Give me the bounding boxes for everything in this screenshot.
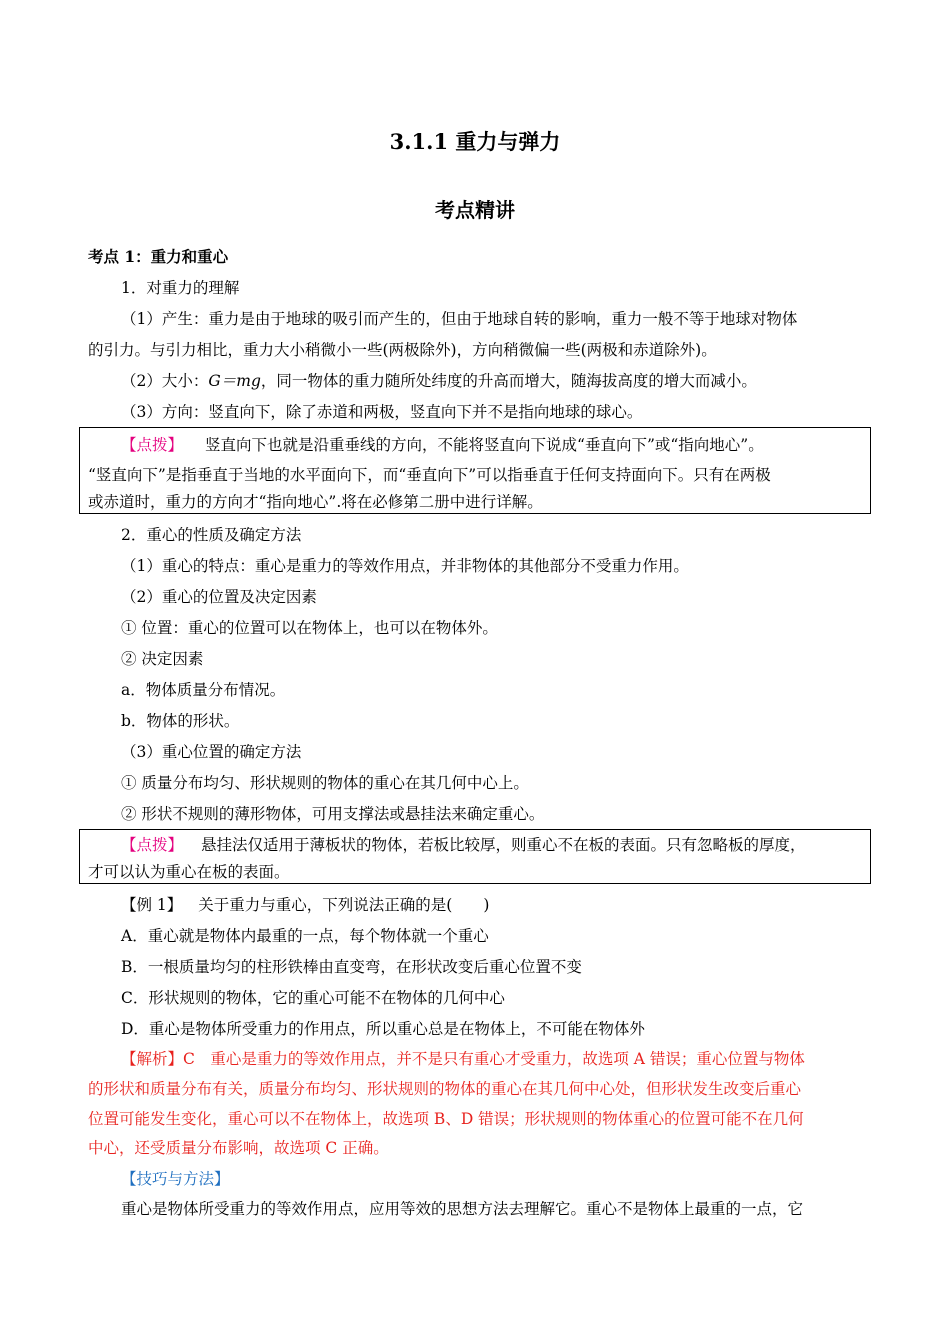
cg-method-title: （3）重心位置的确定方法 bbox=[121, 743, 302, 761]
tip-box-gravity-line2: “竖直向下”是指垂直于当地的水平面向下，而“垂直向下”可以指垂直于任何支持面向下。只有在两极 bbox=[88, 466, 771, 484]
option-a: A．重心就是物体内最重的一点，每个物体就一个重心 bbox=[121, 927, 489, 945]
item2-title: 2．重心的性质及确定方法 bbox=[121, 526, 302, 544]
tip-box-suspension-line2: 才可以认为重心在板的表面。 bbox=[88, 863, 290, 881]
analysis-line4: 中心，还受质量分布影响，故选项 C 正确。 bbox=[88, 1139, 389, 1157]
tip-box-suspension-line1 bbox=[121, 835, 806, 855]
cg-position-factors: （2）重心的位置及决定因素 bbox=[121, 588, 317, 606]
tip-box-gravity bbox=[79, 427, 871, 514]
option-d: D．重心是物体所受重力的作用点，所以重心总是在物体上，不可能在物体外 bbox=[121, 1020, 645, 1038]
magnitude-prefix: （2）大小： bbox=[121, 372, 209, 390]
option-b: B．一根质量均匀的柱形铁棒由直变弯，在形状改变后重心位置不变 bbox=[121, 958, 582, 976]
magnitude-rest: ，同一物体的重力随所处纬度的升高而增大，随海拔高度的增大而减小。 bbox=[260, 372, 757, 390]
tip-box-gravity-line3: 或赤道时，重力的方向才“指向地心”.将在必修第二册中进行详解。 bbox=[88, 493, 543, 511]
paragraph-origin-line2: 的引力。与引力相比，重力大小稍微小一些(两极除外)，方向稍微偏一些(两极和赤道除外)。 bbox=[88, 341, 717, 359]
example-question-text: 关于重力与重心，下列说法正确的是( ) bbox=[198, 896, 490, 914]
cg-factor-mass: a．物体质量分布情况。 bbox=[121, 681, 286, 699]
cg-method-irregular: ② 形状不规则的薄形物体，可用支撑法或悬挂法来确定重心。 bbox=[121, 805, 545, 823]
tip-text: 悬挂法仅适用于薄板状的物体，若板比较厚，则重心不在板的表面。只有忽略板的厚度， bbox=[201, 836, 806, 854]
item1-title: 1．对重力的理解 bbox=[121, 279, 240, 297]
option-c: C．形状规则的物体，它的重心可能不在物体的几何中心 bbox=[121, 989, 505, 1007]
paragraph-direction: （3）方向：竖直向下，除了赤道和两极，竖直向下并不是指向地球的球心。 bbox=[121, 403, 643, 421]
cg-method-regular: ① 质量分布均匀、形状规则的物体的重心在其几何中心上。 bbox=[121, 774, 529, 792]
tip-label: 【点拨】 bbox=[121, 836, 184, 854]
document-title: 3.1.1 重力与弹力 bbox=[389, 129, 561, 154]
tip-text: 竖直向下也就是沿重垂线的方向，不能将竖直向下说成“垂直向下”或“指向地心”。 bbox=[205, 436, 764, 454]
topic-heading: 考点 1：重力和重心 bbox=[88, 247, 229, 266]
analysis-line3: 位置可能发生变化，重心可以不在物体上，故选项 B、D 错误；形状规则的物体重心的位置可能不在几何 bbox=[88, 1110, 804, 1128]
method-line1: 重心是物体所受重力的等效作用点，应用等效的思想方法去理解它。重心不是物体上最重的一点，它 bbox=[121, 1200, 804, 1218]
gravity-formula: G＝mg bbox=[208, 372, 261, 390]
tip-box-suspension bbox=[79, 829, 871, 884]
example-question bbox=[121, 895, 489, 915]
example-label: 【例 1】 bbox=[121, 896, 183, 914]
paragraph-origin-line1: （1）产生：重力是由于地球的吸引而产生的，但由于地球自转的影响，重力一般不等于地球对物体 bbox=[121, 310, 798, 328]
cg-position: ① 位置：重心的位置可以在物体上，也可以在物体外。 bbox=[121, 619, 498, 637]
method-label: 【技巧与方法】 bbox=[121, 1170, 230, 1188]
analysis-line2: 的形状和质量分布有关，质量分布均匀、形状规则的物体的重心在其几何中心处，但形状发生改变后重心 bbox=[88, 1080, 802, 1098]
section-subtitle: 考点精讲 bbox=[435, 198, 515, 222]
tip-label: 【点拨】 bbox=[121, 436, 184, 454]
analysis-line1: 【解析】C 重心是重力的等效作用点，并不是只有重心才受重力，故选项 A 错误；重心位置与物体 bbox=[121, 1050, 805, 1068]
cg-feature: （1）重心的特点：重心是重力的等效作用点，并非物体的其他部分不受重力作用。 bbox=[121, 557, 689, 575]
paragraph-magnitude bbox=[121, 371, 757, 391]
cg-factor-shape: b．物体的形状。 bbox=[121, 712, 240, 730]
cg-factors: ② 决定因素 bbox=[121, 650, 204, 668]
tip-box-gravity-line1 bbox=[121, 435, 764, 455]
